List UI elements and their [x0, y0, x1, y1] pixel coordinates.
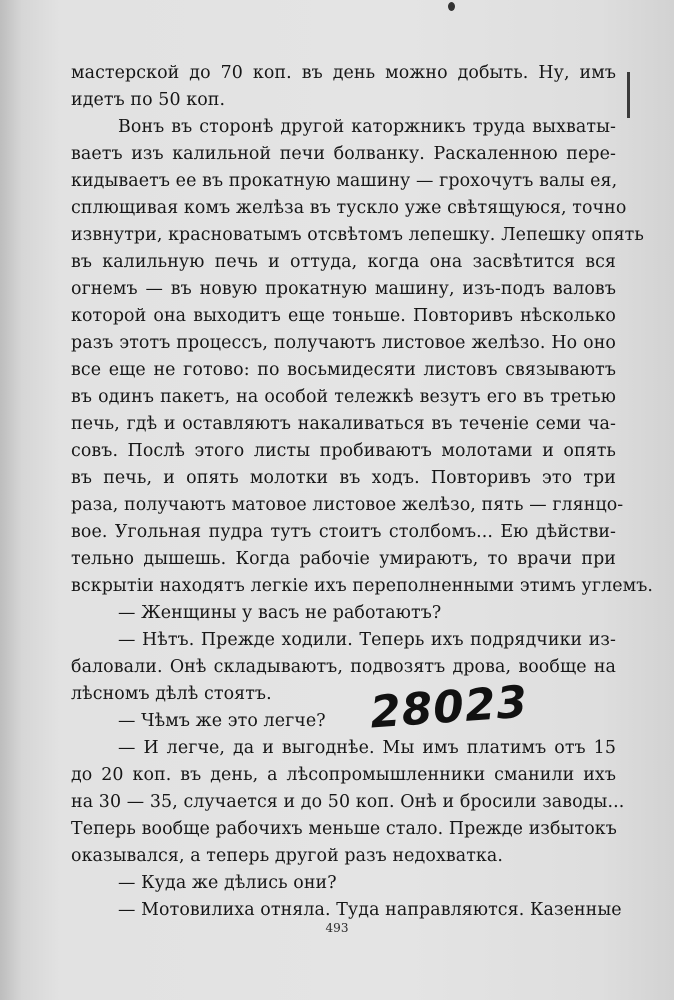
text-line: все еще не готово: по восьмидесяти листовъ связываютъ	[71, 360, 616, 380]
text-line: кидываетъ ее въ прокатную машину — грохочутъ валы ея,	[71, 171, 618, 191]
page-number: 493	[325, 921, 349, 935]
text-line: — И легче, да и выгоднѣе. Мы имъ платимъ отъ 15	[118, 738, 616, 758]
text-line: лѣсномъ дѣлѣ стоятъ.	[71, 684, 272, 704]
text-line: въ калильную печь и оттуда, когда она засвѣтится вся	[71, 252, 616, 272]
text-line: раза, получаютъ матовое листовое желѣзо, пять — глянцо-	[71, 495, 624, 515]
text-line: — Куда же дѣлись они?	[118, 873, 337, 893]
text-line: въ печь, и опять молотки въ ходъ. Повторивъ это три	[71, 468, 616, 488]
text-line: сплющивая комъ желѣза въ тускло уже свѣтящуюся, точно	[71, 198, 627, 218]
text-line: на 30 — 35, случается и до 50 коп. Онѣ и бросили заводы...	[71, 792, 625, 812]
text-line: совъ. Послѣ этого листы пробиваютъ молотами и опять	[71, 441, 616, 461]
text-line: тельно дышешь. Когда рабочіе умираютъ, то врачи при	[71, 549, 616, 569]
text-line: — Чѣмъ же это легче?	[118, 711, 326, 731]
text-line: — Нѣтъ. Прежде ходили. Теперь ихъ подрядчики из-	[118, 630, 616, 650]
text-line: до 20 коп. въ день, а лѣсопромышленники сманили ихъ	[71, 765, 616, 785]
text-line: Теперь вообще рабочихъ меньше стало. Прежде избытокъ	[71, 819, 617, 839]
ink-dot	[448, 2, 455, 11]
text-line: Вонъ въ сторонѣ другой каторжникъ труда выхваты-	[118, 117, 616, 137]
text-line: извнутри, красноватымъ отсвѣтомъ лепешку. Лепешку опять	[71, 225, 644, 245]
text-line: — Мотовилиха отняла. Туда направляются. Казенные	[118, 900, 622, 920]
text-line: баловали. Онѣ складываютъ, подвозятъ дрова, вообще на	[71, 657, 616, 677]
page-text	[71, 60, 654, 924]
text-line: печь, гдѣ и оставляютъ накаливаться въ теченіе семи ча-	[71, 414, 616, 434]
text-line: мастерской до 70 коп. въ день можно добыть. Ну, имъ	[71, 63, 616, 83]
handwritten-inventory-number: 28023	[368, 676, 530, 739]
text-line: разъ этотъ процессъ, получаютъ листовое желѣзо. Но оно	[71, 333, 616, 353]
text-line: вое. Угольная пудра тутъ стоитъ столбомъ... Ею дѣйстви-	[71, 522, 616, 542]
text-line: вскрытіи находятъ легкіе ихъ переполненными этимъ углемъ.	[71, 576, 654, 596]
text-line: оказывался, а теперь другой разъ недохватка.	[71, 846, 503, 866]
text-line: — Женщины у васъ не работаютъ?	[118, 603, 442, 623]
text-line: которой она выходитъ еще тоньше. Повторивъ нѣсколько	[71, 306, 616, 326]
text-line: въ одинъ пакетъ, на особой тележкѣ везутъ его въ третью	[71, 387, 616, 407]
text-line: ваетъ изъ калильной печи болванку. Раскаленною пере-	[71, 144, 616, 164]
text-line: идетъ по 50 коп.	[71, 90, 226, 110]
margin-pencil-mark	[627, 72, 630, 118]
text-line: огнемъ — въ новую прокатную машину, изъ-подъ валовъ	[71, 279, 616, 299]
